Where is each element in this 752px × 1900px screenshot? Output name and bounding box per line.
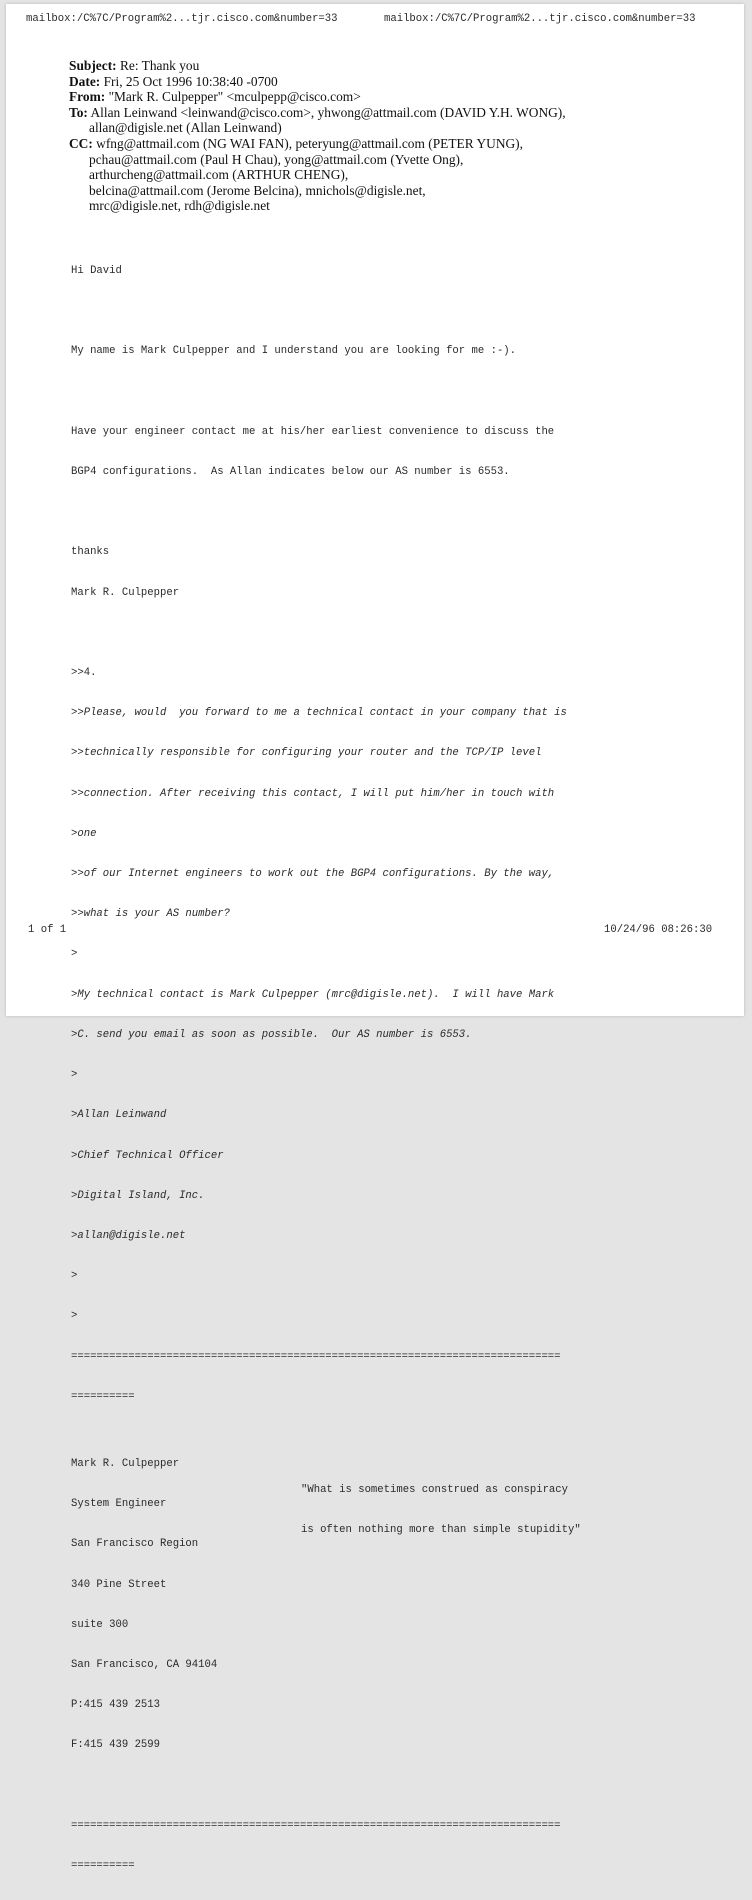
signature-line: F:415 439 2599 — [71, 1739, 161, 1752]
paragraph-line-2: BGP4 configurations. As Allan indicates below our AS number is 6553. — [71, 465, 510, 478]
paragraph-line-1: Have your engineer contact me at his/her earliest convenience to discuss the — [71, 425, 555, 438]
quoted-line: > — [71, 948, 78, 961]
email-body — [71, 238, 581, 1900]
quoted-line: > — [71, 1270, 78, 1283]
separator-line: ============================================================================= — [71, 1819, 561, 1832]
signature-block — [71, 1431, 581, 1793]
quoted-line: >C. send you email as soon as possible. Our AS number is 6553. — [71, 1028, 472, 1041]
cc-value-5: mrc@digisle.net, rdh@digisle.net — [89, 198, 270, 214]
email-headers — [69, 58, 566, 214]
cc-value-1: wfng@attmail.com (NG WAI FAN), peteryung@attmail.com (PETER YUNG), — [96, 135, 523, 151]
signature-line: P:415 439 2513 — [71, 1699, 161, 1712]
page-count: 1 of 1 — [28, 924, 67, 936]
cc-value-4: belcina@attmail.com (Jerome Belcina), mnichols@digisle.net, — [89, 182, 426, 198]
date-value: Fri, 25 Oct 1996 10:38:40 -0700 — [103, 73, 278, 89]
cc-value-2: pchau@attmail.com (Paul H Chau), yong@attmail.com (Yvette Ong), — [89, 151, 464, 167]
quoted-line: >>of our Internet engineers to work out the BGP4 configurations. By the way, — [71, 868, 555, 881]
greeting: Hi David — [71, 264, 122, 277]
from-value: "Mark R. Culpepper" <mculpepp@cisco.com> — [108, 89, 361, 105]
cc-value-3: arthurcheng@attmail.com (ARTHUR CHENG), — [89, 167, 349, 183]
quoted-line: >>Please, would you forward to me a technical contact in your company that is — [71, 707, 567, 720]
to-value-1: Allan Leinwand <leinwand@cisco.com>, yhwong@attmail.com (DAVID Y.H. WONG), — [90, 104, 566, 120]
print-header-right: mailbox:/C%7C/Program%2...tjr.cisco.com&number=33 — [384, 13, 696, 25]
to-value-2: allan@digisle.net (Allan Leinwand) — [89, 120, 282, 136]
thanks-line: thanks — [71, 546, 110, 559]
subject-value: Re: Thank you — [119, 58, 200, 73]
signature-line: San Francisco Region — [71, 1538, 199, 1551]
separator-line: ============================================================================= — [71, 1350, 561, 1363]
signature-quote — [301, 1457, 581, 1564]
print-timestamp: 10/24/96 08:26:30 — [604, 924, 713, 936]
quoted-line: >one — [71, 827, 97, 840]
quote-line-2: is often nothing more than simple stupidity" — [301, 1524, 581, 1537]
cc-label: CC: — [69, 135, 93, 151]
quoted-line: >allan@digisle.net — [71, 1230, 186, 1242]
cc-line — [69, 136, 566, 152]
quoted-line: >>what is your AS number? — [71, 908, 230, 921]
quoted-line: >>connection. After receiving this contact, I will put him/her in touch with — [71, 787, 555, 800]
print-header-left: mailbox:/C%7C/Program%2...tjr.cisco.com&number=33 — [26, 13, 338, 25]
subject-label: Subject: — [69, 58, 117, 73]
signature-line: San Francisco, CA 94104 — [71, 1659, 218, 1671]
quote-line-1: "What is sometimes construed as conspiracy — [301, 1483, 569, 1496]
quoted-line: >Digital Island, Inc. — [71, 1189, 205, 1202]
separator-line: ========== — [71, 1390, 135, 1403]
to-line — [69, 105, 566, 121]
to-label: To: — [69, 104, 88, 120]
signature-line: Mark R. Culpepper — [71, 1457, 180, 1470]
printed-email-page — [6, 4, 744, 1873]
quoted-line: > — [71, 1069, 78, 1082]
date-label: Date: — [69, 73, 101, 89]
signature-line: 340 Pine Street — [71, 1578, 167, 1591]
quoted-line: >>4. — [71, 666, 97, 679]
quoted-line: >>technically responsible for configuring your router and the TCP/IP level — [71, 747, 542, 760]
signature-line: System Engineer — [71, 1498, 167, 1511]
from-label: From: — [69, 89, 106, 105]
quoted-line: > — [71, 1310, 78, 1323]
sender-line: Mark R. Culpepper — [71, 586, 180, 599]
intro-line: My name is Mark Culpepper and I understand you are looking for me :-). — [71, 345, 517, 358]
separator-line: ========== — [71, 1860, 135, 1873]
date-line — [69, 74, 566, 90]
quoted-line: >Chief Technical Officer — [71, 1149, 224, 1162]
quoted-line: >My technical contact is Mark Culpepper (mrc@digisle.net). I will have Mark — [71, 988, 555, 1001]
signature-line: suite 300 — [71, 1618, 129, 1631]
subject-line — [69, 58, 566, 74]
quoted-line: >Allan Leinwand — [71, 1109, 167, 1122]
from-line — [69, 89, 566, 105]
